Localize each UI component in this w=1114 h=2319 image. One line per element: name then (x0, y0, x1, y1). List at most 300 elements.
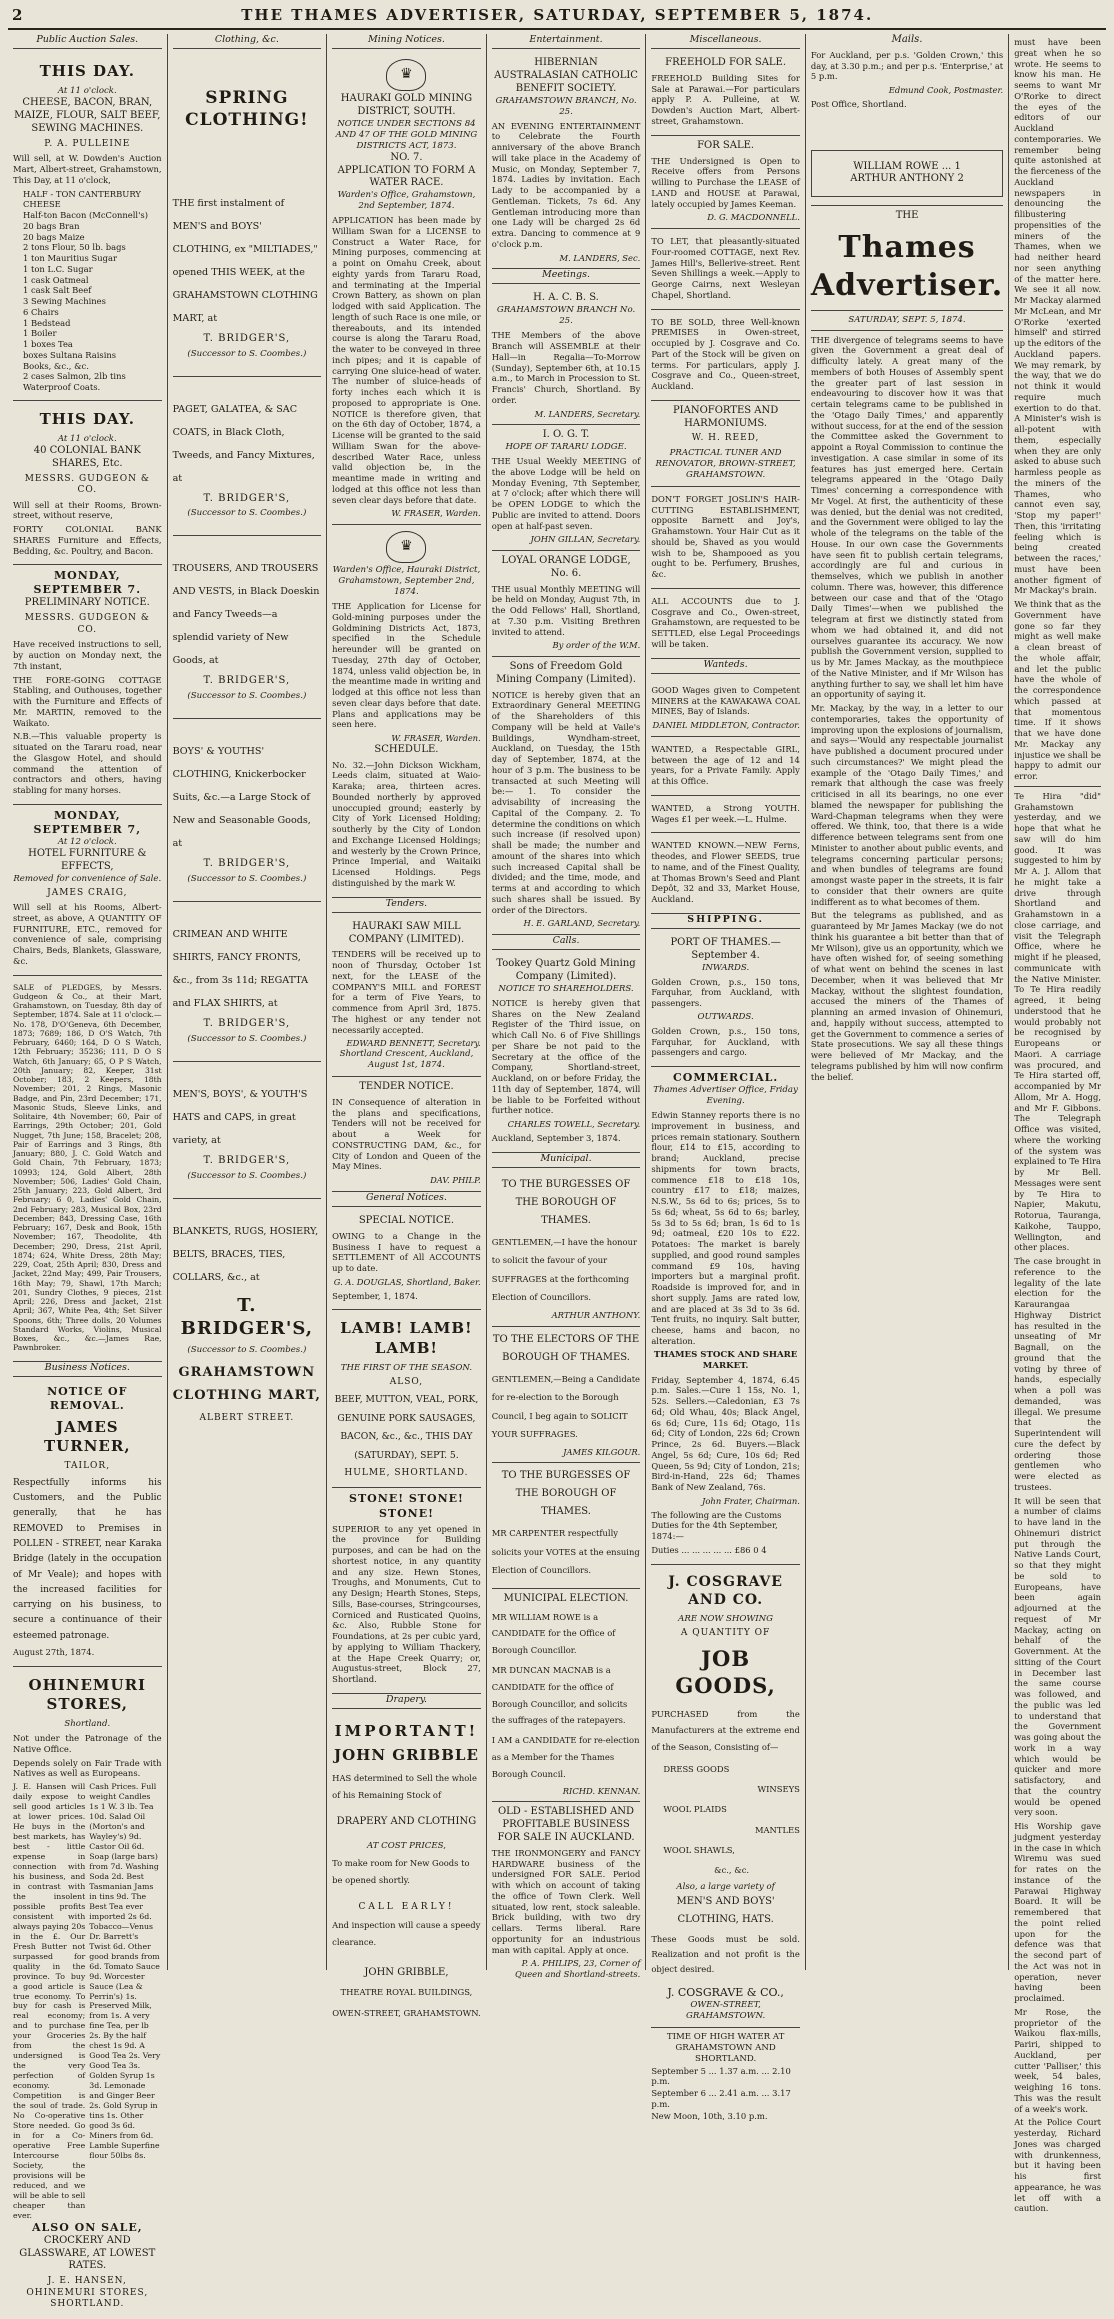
list-item: &c., &c. (714, 1864, 750, 1875)
commercial-news (651, 1067, 800, 1565)
ad-for-sale (651, 136, 800, 229)
ad-signature: W. FRASER, Warden. (391, 508, 481, 519)
ad-headline: H. A. C. B. S. (533, 292, 599, 304)
ad-hacbs (492, 288, 641, 425)
ad-headline: SPECIAL NOTICE. (358, 1215, 455, 1227)
ad-title: OHINEMURI STORES, (28, 1675, 147, 1713)
ad-signature: D. G. MACDONNELL. (707, 212, 800, 223)
news-paragraph: The case brought in reference to the legality of the late election for the Karaurangaa Highway District has resulted in the unseating of Mr Bagnall, on the ground that the voting by three of hands, especially when a poll was demanded, was illegal. We presume that the Superintendent will cure the defect by ordering those gentlemen who were elected as trustees. (1014, 1256, 1102, 1492)
ad-place: Auckland, September 3, 1874. (491, 1132, 621, 1143)
ad-saw-mill (332, 917, 481, 1077)
ad-to-let (651, 229, 800, 310)
ad-date: September, 1, 1874. (332, 1290, 418, 1301)
ad-signature: RICHD. KENNAN. (562, 1785, 641, 1796)
ad-text: MR WILLIAM ROWE is a CANDIDATE for the Office of Borough Councillor. (491, 1611, 616, 1656)
ad-title: MONDAY, SEPTEMBER 7. (33, 569, 142, 597)
shop-name: T. BRIDGER'S, (203, 675, 291, 687)
ad-subhead: Removed for convenience of Sale. (13, 873, 162, 884)
ad-accounts (651, 589, 800, 659)
ad-text: PAGET, GALATEA, & SAC COATS, in Black Cloth, Tweeds, and Fancy Mixtures, at (172, 403, 315, 484)
ad-title: SPRING CLOTHING! (185, 88, 309, 130)
ad-text: ALL ACCOUNTS due to J. Cosgrave and Co., Owen-street, Grahamstown, are requested to be SETTLED, else Legal Proceedings will be taken. (651, 595, 800, 649)
ad-miners-wanted (651, 678, 800, 737)
ad-title: LAMB! LAMB! LAMB! (340, 1319, 473, 1357)
ad-signature: EDWARD BENNETT, Secretary. (346, 1038, 481, 1049)
mails-signature: Edmund Cook, Postmaster. (888, 85, 1004, 96)
ad-lot: FORTY COLONIAL BANK SHARES Furniture and Effects, Bedding, &c. Poultry, and Bacon. (13, 524, 162, 556)
ad-headline: Tookey Quartz Gold Mining Company (Limited). (496, 958, 636, 983)
editorial-paragraph: But the telegrams as published, and as guaranteed by Mr James Mackay (we do not think his guarantee a bit better than that of Mr Wilson), give us an opportunity, which we have often wished for, of seeing something of what went on behind the scenes in last December, when it was believed that Mr Mackay, without the slightest foundation, accused the miners of the Thames of planning an armed invasion of Ohinemuri, and, happily without success, attempted to get the Government to commence a series of State prosecutions. We say all these things were believed of Mr Mackay, and the telegrams published by him will now confirm the belief. (810, 910, 1004, 1082)
list-item: HALF - TON CANTERBURY CHEESE (23, 188, 141, 210)
successor-note: (Successor to S. Coombes.) (187, 1034, 307, 1045)
list-item: boxes Sultana Raisins (23, 349, 117, 360)
successor-note: (Successor to S. Coombes.) (187, 508, 307, 519)
ad-text: Edwin Stanney reports there is no improvement in business, and prices remain stationary. Southern flour, £14 to £15, according to brand; Auckland, precise shipments for town bracts, commence £18 to £18 10s, country £17 to £18; maizes, N.S.W., 5s 6d to 6s; prices, 5s to 5s 6d; wheat, 5s 6d to 6s; barley, 5s 3d to 5s 6d; bran, 1s 6d to 1s 9d; oatmeal, £20 10s to £22. Potatoes: The market is barely supplied, and good round samples command £9 10s, having importers but a marginal profit. Roadside is improved for, and in short supply. Jams are rated low, and are placed at 3s 3d to 3s 6d. Tent fruits, no inquiry. Salt butter, cheese, hams and bacon, no alteration. (651, 1110, 800, 1346)
auctioneer-name: MESSRS. GUDGEON & CO. (24, 613, 150, 635)
ad-headline: PRELIMINARY NOTICE. (24, 597, 150, 609)
ad-signature: J. E. HANSEN, OHINEMURI STORES, SHORTLAND. (26, 2276, 149, 2310)
ad-text: GENTLEMEN,—I have the honour to solicit the favour of your SUFFRAGES at the forthcoming Election of Councillors. (491, 1236, 637, 1303)
mails-text: For Auckland, per p.s. 'Golden Crown,' this day, at 3.30 p.m.; and per p.s. 'Enterprise,' at 5 p.m. (810, 49, 1004, 82)
section-heading: Wanteds. (651, 659, 800, 674)
ad-also: ALSO, (389, 1376, 424, 1387)
ad-headline: HIBERNIAN AUSTRALASIAN CATHOLIC BENEFIT SOCIETY. (494, 57, 638, 94)
section-heading: Municipal. (492, 1153, 641, 1168)
ad-text: TENDERS will be received up to noon of Thursday, October 1st next, for the LEASE of the COMPANY'S MILL and FOREST for a term of Five Years, to commence from April 3rd, 1875. The highest or any tender not necessarily accepted. (332, 949, 481, 1035)
customs-duties: Duties ... ... ... ... ... £86 0 4 (651, 1544, 767, 1555)
ad-also: Also, a large variety of (676, 1882, 775, 1893)
news-paragraph: Te Hira "did" Grahamstown yesterday, and we hope that what he saw will do him good. It was suggested to him by Mr A. J. Allom that he might take a drive through Shortland and Grahamstown in a close carriage, and visit the Telegraph Office, where he might if he pleased, communicate with the Native Minister. To Te Hira readily agreed, it being understood that he would probably not be recognised by Europeans or Maori. A carriage was procured, and Te Hira started off, accompanied by Mr Allom, Mr A. Hogg, and Mr F. Gibbons. The Telegraph Office was visited, where the working of the system was explained to Te Hira by Mr Bell. Messages were sent by Te Hira to Napier, Makutu, Rotorua, Tauranga, Kaikohe, Tauppo, Wellington, and other places. (1014, 790, 1102, 1253)
list-item: 1 boxes Tea (23, 339, 73, 349)
paper-title: Thames Advertiser. (810, 229, 1004, 304)
outwards-label: OUTWARDS. (697, 1011, 754, 1022)
editorial-paragraph: THE divergence of telegrams seems to have given the Government a great deal of difficulty lately. A great many of the members of both Houses of Assembly spent the greater part of last session in endeavouring to discover how it was that certain telegrams came to be published in the 'Otago Daily Times,' and apparently without success, for at the end of the session the Committee asked the Government to appoint a Royal Commission to continue the investigation. A case similar in some of its features has just emerged here. Certain telegrams appeared in the 'Otago Daily Times' concerning a correspondence with Mr Vogel. At first, the authenticity of these was denied, but the denial was not credited, and the Government were obliged to lay the whole of the telegrams on the table of the House. In our own case the Governments have seen fit to publish certain telegrams, accordingly are ful and curious in themselves, which we publish in another column. There was, however, this difference between our case and that of the 'Otago Daily Times'—when we published the telegram at first we distinctly stated from whom we had obtained it, and did not ourselves guarantee its accuracy. We now publish the Government version, supplied to us by Mr. James Mackay, as the mouthpiece of the Native Minister, and if Mr Wilson has anything further to say, we shall let him have an opportunity of saying it. (810, 334, 1004, 700)
ad-text: Golden Crown, p.s., 150 tons, Farquhar, from Auckland, with passengers. (651, 976, 800, 1009)
ad-gold-license (332, 525, 481, 898)
schedule-heading: SCHEDULE. (374, 743, 439, 755)
ad-municipal-election (492, 1589, 641, 1803)
ad-anthony (492, 1172, 641, 1327)
list-item: 1 ton Mauritius Sugar (23, 253, 117, 263)
editorial-left (806, 34, 1009, 1970)
ad-ohinemuri-stores (13, 1667, 162, 2319)
ad-girl-wanted (651, 737, 800, 796)
shipping-news (651, 933, 800, 1067)
goods-list (651, 1759, 800, 1880)
auctioneer-name: MESSRS. GUDGEON & CO. (24, 473, 150, 496)
ad-lot: THE FORE-GOING COTTAGE Stabling, and Outhouses, together with the Furniture and Effects of Mr. MARTIN, removed to the Waikato. (13, 674, 162, 728)
auctioneer-name: JAMES CRAIG, (47, 887, 128, 898)
ad-headline: 40 COLONIAL BANK SHARES, Etc. (33, 444, 141, 469)
ad-text: Will sell at their Rooms, Brown-street, without reserve, (13, 499, 162, 521)
section-heading: Miscellaneous. (651, 34, 800, 49)
ad-text: THE first instalment of MEN'S and BOYS' CLOTHING, ex "MILTIADES," opened THIS WEEK, at the GRAHAMSTOWN CLOTHING MART, at (172, 197, 318, 324)
ad-stone (332, 1488, 481, 1693)
section-heading: Meetings. (492, 269, 641, 284)
mart-name: GRAHAMSTOWN CLOTHING MART, (172, 1364, 321, 1404)
masthead-title: THE THAMES ADVERTISER, SATURDAY, SEPTEMBER 5, 1874. (241, 6, 874, 24)
ad-time: At 11 o'clock. (57, 433, 117, 444)
ad-blankets (173, 1199, 322, 1424)
ad-tookey (492, 954, 641, 1152)
list-item: 2 tons Flour, 50 lb. bags (23, 242, 126, 253)
ad-signature: H. E. GARLAND, Secretary. (523, 918, 641, 929)
list-item: 1 cask Oatmeal (23, 274, 89, 285)
ad-address: OWEN-STREET, GRAHAMSTOWN. (685, 1999, 766, 2021)
ad-text: BLANKETS, RUGS, HOSIERY, BELTS, BRACES, TIES, COLLARS, &c., at (172, 1225, 319, 1283)
ad-text: FREEHOLD Building Sites for Sale at Parawai.—For particulars apply P. A. Pulleine, at W. Dowden's Auction Mart, Albert-street, Grahamstown. (651, 72, 800, 126)
ad-text: CRIMEAN AND WHITE SHIRTS, FANCY FRONTS, &c., from 3s 11d; REGATTA and FLAX SHIRTS, at (172, 929, 309, 1010)
ad-text: WANTED, a Respectable GIRL, between the age of 12 and 14 years, for a Private Family. Apply at this Office. (651, 743, 800, 787)
ad-bank-shares (13, 401, 162, 566)
column-mining (327, 34, 487, 2018)
ad-subhead: ARE NOW SHOWING (678, 1614, 774, 1625)
auction-item-list (13, 189, 162, 393)
ad-text: Have received instructions to sell, by auction on Monday next, the 7th instant, (13, 639, 162, 671)
ad-headline: FOR SALE. (697, 139, 755, 151)
ad-title: THIS DAY. (39, 409, 135, 428)
column-auctions (8, 34, 168, 2310)
list-item: 2 cases Salmon, 2lb tins (23, 371, 126, 382)
editorial-paragraph: Mr. Mackay, by the way, in a letter to our contemporaries, takes the opportunity of improving upon the explosions of journalism, and says—'Would any respectable journalist have published a document procured under such circumstances?' We might plead the example of the 'Otago Daily Times,' and remark that although the case was freely criticised in all its bearings, no one ever blamed the newspaper for publishing the Ward-Chapman telegrams when they were offered. We think, too, that there is a wide difference between telegrams sent from one Minister to another about public events, and telegrams concerning particular persons; and when bundles of telegrams are found amongst waste paper in the streets, it is fair to consider that their owners are quite indifferent as to what becomes of them. (810, 703, 1004, 907)
ad-headline: TENDER NOTICE. (359, 1081, 454, 1093)
ad-coats (173, 377, 322, 537)
ad-text: BEEF, MUTTON, VEAL, PORK, GENUINE PORK SAUSAGES, BACON, &c., &c., THIS DAY (SATURDAY), SEPT. 5. (334, 1394, 479, 1461)
royal-arms-icon: ♛ (386, 59, 426, 91)
page-number: 2 (12, 6, 23, 24)
list-item: Waterproof Coats. (23, 382, 101, 392)
ad-text: APPLICATION has been made by William Swan for a LICENSE to Construct a Water Race, for Mining purposes, commencing at a point on Omahu Creek, about eighty yards from Tararu Road, and terminating at the Imperial Crown Battery, as shown on plan lodged with said Application. The length of such Race is one mile, or thereabouts, and its intended course is along the Tararu Road, the water to be conveyed in three inch pipes; and it is capable of carrying One sluice-head of water. The number of sluice-heads of forty inches each which it is proposed to appropriate is One. NOTICE is therefore given, that on the 6th day of October, 1874, a License will be granted to the said William Swan for the above-described Water Race, unless valid objection be, in the meantime made in writing and lodged at this office not less than seven clear days before that date. (332, 215, 481, 505)
ad-text: AN EVENING ENTERTAINMENT to Celebrate the Fourth anniversary of the above Branch will take place in the Academy of Music, on Monday, September 7, 1874. Ladies by invitation. Each Lady to be accompanied by a Gentleman. Tickets, 7s 6d. Any Gentleman introducing more than one Lady will be charged 2s 6d extra. Dancing to commence at 9 o'clock p.m. (491, 120, 641, 249)
ad-headline: Sons of Freedom Gold Mining Company (Limited). (496, 661, 636, 685)
ad-text: Golden Crown, p.s., 150 tons, Farquhar, for Auckland, with passengers and cargo. (651, 1025, 800, 1058)
ad-text: Not under the Patronage of the Native Office. (13, 1733, 162, 1754)
candidate-line: WILLIAM ROWE ... 1 (853, 160, 961, 172)
ad-subhead: GRAHAMSTOWN BRANCH, No. 25. (495, 95, 637, 117)
ad-boys-clothing (173, 719, 322, 902)
list-item: 20 bags Bran (23, 220, 80, 231)
ad-place: Warden's Office, Hauraki District, Grahamstown, September 2nd, 1874. (332, 565, 481, 598)
ad-seeds (651, 833, 800, 914)
ad-text: To make room for New Goods to be opened shortly. (332, 1857, 470, 1885)
ad-subhead: PRACTICAL TUNER AND RENOVATOR, BROWN-STREET, GRAHAMSTOWN. (655, 447, 796, 480)
list-item: 1 ton L.C. Sugar (23, 263, 93, 274)
ad-title: STONE! STONE! STONE! (349, 1492, 464, 1520)
section-heading: Tenders. (332, 898, 481, 913)
list-item: DRESS GOODS (663, 1764, 730, 1775)
news-paragraph: At the Police Court yesterday, Richard Jones was charged with drunkenness, but it having been his first appearance, he was let off with a caution. (1014, 2117, 1102, 2214)
ad-text: BOYS' & YOUTHS' CLOTHING, Knickerbocker Suits, &c.—a Large Stock of New and Seasonable Goods, at (172, 746, 311, 850)
ad-kilgour (492, 1327, 641, 1464)
ad-subhead: GRAHAMSTOWN BRANCH No. 25. (496, 305, 636, 327)
ad-spring-clothing (173, 53, 322, 376)
paper-date: SATURDAY, SEPT. 5, 1874. (848, 314, 966, 325)
ad-title: THIS DAY. (39, 62, 135, 81)
ad-headline: FREEHOLD FOR SALE. (665, 57, 787, 69)
ad-headline: MUNICIPAL ELECTION. (503, 1592, 629, 1604)
ad-signature: M. LANDERS, Secretary. (534, 408, 641, 419)
mails-heading: Mails. (891, 34, 923, 45)
section-heading: Calls. (492, 935, 641, 950)
list-item: 1 Bedstead (23, 317, 71, 328)
ad-iogt (492, 425, 641, 551)
ad-text: NOTICE is hereby given that an Extraordinary General MEETING of the Shareholders of this Company will be held at Vaile's Buildings, Wyndham-street, Auckland, on Tuesday, the 15th day of September, 1874, at the hour of 3 p.m. The business to be transacted at such Meeting will be:— 1. To consider the advisability of increasing the Capital of the Company. 2. To determine the conditions on which such increase (if resolved upon) shall be made; the number and amount of the shares into which such increased Capital shall be divided; and the time, mode, and terms at and according to which such shares shall be issued. By order of the Directors. (491, 689, 641, 915)
ad-time: At 11 o'clock. (57, 86, 117, 97)
ad-subhead: HOPE OF TARARU LODGE. (505, 442, 627, 453)
ad-pledges (13, 976, 162, 1362)
section-heading: General Notices. (332, 1192, 481, 1207)
schedule-text: No. 32.—John Dickson Wickham, Leeds claim, situated at Waio-Karaka; area, thirteen acres. Bounded northerly by approved unoccupied ground; easterly by City of York Licensed Holding; southerly by the City of London and Exchange Licensed Holdings; and westerly by the Crown Prince, Prince Imperial, and Waitaiki Licensed Holdings. Pegs distinguished by the mark W. (332, 759, 481, 888)
ad-place: Shortland Crescent, Auckland, August 1st, 1874. (339, 1049, 474, 1071)
ad-text: The following are the Customs Duties for the 4th September, 1874:— (651, 1509, 782, 1542)
ad-signature: JOHN GRIBBLE, (364, 1966, 449, 1978)
ad-headline: TO THE BURGESSES OF THE BOROUGH OF THAMES. (501, 1178, 631, 1226)
column-clothing (168, 34, 328, 1970)
ad-title: JOB GOODS, (675, 1645, 776, 1698)
ad-title: APPLICATION TO FORM A WATER RACE. (337, 164, 476, 189)
list-item: 3 Sewing Machines (23, 296, 106, 306)
ad-signature: P. A. PHILIPS, 23, Corner of Queen and Shortland-streets. (514, 1958, 641, 1980)
ad-subhead: NOTICE UNDER SECTIONS 84 AND 47 OF THE GOLD MINING DISTRICTS ACT, 1873. (335, 118, 478, 151)
column-editorial (806, 34, 1106, 2214)
section-heading: Entertainment. (492, 34, 641, 49)
list-item: WINSEYS (757, 1784, 800, 1795)
ad-signature: JAMES KILGOUR. (563, 1446, 641, 1457)
ad-headline: HAURAKI SAW MILL COMPANY (LIMITED). (348, 920, 465, 945)
successor-note: (Successor to S. Coombes.) (187, 348, 307, 359)
ad-joslin (651, 487, 800, 589)
ad-text: OWING to a Change in the Business I have to request a SETTLEMENT of All ACCOUNTS up to date. (332, 1230, 481, 1274)
list-item: 1 cask Salt Beef (23, 285, 92, 296)
list-item: Books, &c., &c. (23, 360, 89, 371)
news-paragraph: His Worship gave judgment yesterday in the case in which Wiremu was sued for rates on the instance of the Parawai Highway Board. It will be remembered that the point relied upon for the defence was that the second part of the Act was not in operation, never having been proclaimed. (1014, 1821, 1102, 2003)
tide-row: September 6 ... 2.41 a.m. ... 3.17 p.m. (651, 2088, 791, 2109)
ad-note: N.B.—This valuable property is situated on the Tararu road, near the Glasgow Hotel, and should command the attention of contractors and others, having stabling for many horses. (13, 731, 162, 796)
ad-headline: CHEESE, BACON, BRAN, MAIZE, FLOUR, SALT BEEF, SEWING MACHINES. (14, 97, 161, 134)
ad-clothing: MEN'S AND BOYS' CLOTHING, HATS. (676, 1896, 775, 1926)
ad-text: Will sell, at W. Dowden's Auction Mart, Albert-street, Grahamstown, This Day, at 11 o'clock, (13, 153, 162, 185)
mart-street: ALBERT STREET. (199, 1412, 295, 1423)
section-heading: Clothing, &c. (173, 34, 322, 49)
editorial-right (1009, 34, 1106, 2214)
ad-trade: TAILOR, (64, 1461, 111, 1472)
tide-row: September 5 ... 1.37 a.m. ... 2.10 p.m. (651, 2065, 791, 2087)
ad-ironmongery (492, 1802, 641, 1984)
ad-text: NOTICE is hereby given that Shares on the New Zealand Register of the Third issue, on which Call No. 6 of Five Shillings per Share be not paid to the Secretary at the office of the Company, Shortland-street, Auckland, on or before Friday, the 11th day of September, 1874, will be liable to be Forfeited without further notice. (491, 997, 641, 1116)
ad-to-be-sold (651, 310, 800, 401)
column-miscellaneous (646, 34, 806, 2121)
moon-phase: New Moon, 10th, 3.10 p.m. (651, 2110, 768, 2121)
ad-name: W. H. REED, (691, 433, 760, 444)
ad-headline: PIANOFORTES AND HARMONIUMS. (672, 404, 779, 429)
ad-subhead: Thames Advertiser Office, Friday Evening. (653, 1085, 798, 1107)
ad-text: MR CARPENTER respectfully solicits your VOTES at the ensuing Election of Councillors. (491, 1528, 640, 1576)
ad-freehold (651, 53, 800, 136)
election-result-box (811, 150, 1003, 198)
ad-text: And inspection will cause a speedy clearance. (332, 1919, 481, 1947)
list-item: 20 bags Maize (23, 231, 85, 242)
ad-hibernian (492, 53, 641, 269)
ad-text: TROUSERS, AND TROUSERS AND VESTS, in Black Doeskin and Fancy Tweeds—a splendid variety of New Goods, at (172, 563, 320, 667)
ad-text: MR DUNCAN MACNAB is a CANDIDATE for the office of Borough Councillor, and solicits the suffrages of the ratepayers. (491, 1664, 628, 1726)
ad-headline: J. COSGRAVE AND CO. (668, 1573, 783, 1608)
ad-headline: TO THE BURGESSES OF THE BOROUGH OF THAMES. (501, 1470, 631, 1518)
ad-subhead: THE FIRST OF THE SEASON. (340, 1362, 473, 1373)
auctioneer-name: P. A. PULLEINE (44, 138, 131, 149)
store-two-columns (13, 1782, 162, 2221)
ad-cheese-auction (13, 53, 162, 401)
ad-text: I AM a CANDIDATE for re-election as a Member for the Thames Borough Council. (491, 1735, 640, 1779)
ad-headline: TO THE ELECTORS OF THE BOROUGH OF THAMES. (492, 1333, 640, 1363)
ad-signature: HULME, SHORTLAND. (344, 1467, 469, 1478)
ad-headline: THAMES STOCK AND SHARE MARKET. (653, 1349, 798, 1371)
ad-youth-wanted (651, 796, 800, 834)
ad-signature: W. FRASER, Warden. (391, 733, 481, 744)
list-item: WOOL SHAWLS, (663, 1844, 735, 1855)
ad-text: TO LET, that pleasantly-situated Four-roomed COTTAGE, next Rev. James Hill's, Bellerive-street. Rent Seven Shillings a week.—Apply to George Cairns, next Wesleyan Chapel, Shortland. (651, 236, 800, 300)
list-item: 1 Boiler (23, 328, 57, 339)
ad-name: JOHN GRIBBLE (333, 1746, 479, 1765)
ad-signature: DANIEL MIDDLETON, Contractor. (652, 720, 800, 731)
list-item: 6 Chairs (23, 306, 59, 317)
ad-footer: ALSO ON SALE, (32, 2220, 143, 2234)
successor-note: (Successor to S. Coombes.) (187, 1344, 307, 1355)
ad-text: SALE of PLEDGES, by Messrs. Gudgeon & Co., at their Mart, Grahamstown, on Tuesday, 8th day of September, 1874. Sale at 11 o'clock.—No. 178, D'O'Geneva, 6th December, 1873; 7689; 186, D O'S Watch, 7th February, 6460; 164, D O S Watch, 12th February; 35236; 111, D O S Watch, 6th January; 65, O P S Watch, 20th January; 82, Keeper, 31st October; 183, 2 Keepers, 18th November; 201, 2 Rings, Masonic Badge, and Pin, 23rd December; 171, Masonic Studs, Sleeve Links, and Solitaire, 4th November; 60, Pair of Earrings, 29th October; 201, Gold Nugget, 7th June; 158, Bracelet; 208, Pair of Earrings and 3 Rings, 8th January; 880, J. C. Gold Watch and Gold Chain, 7th February, 1873; 10993; 124, Gold Albert, 28th November; 506, Ladies' Gold Chain, 25th January; 223, Gold Albert, 3rd February; 6 0, Ladies' Gold Chain, 2nd February; 283, Musical Box, 23rd December; 843, Dressing Case, 16th February; 167, Desk and Book, 15th November; 167, Theodolite, 4th December; 290, Dress, 21st April, 1874; 624, White Dress, 28th May; 229, Coat, 25th April; 830, Dress and Jacket, 22nd May; 499, Pair Trousers, 16th May; 79, Shawl, 17th March; 201, Sundry Clothes, 9 pieces, 21st April; 226, Dress and Jacket, 21st April; 367, White Pea, 4th; Set Silver Spoons, 6th; Three dolls, 20 Volumes Standard Works, Violins, Musical Boxes, &c., &c.—James Rae, Pawnbroker. (13, 982, 162, 1353)
ad-price: AT COST PRICES, (366, 1840, 446, 1851)
masthead (8, 6, 1106, 30)
ad-special-notice (332, 1211, 481, 1310)
ad-hotel-furniture (13, 805, 162, 976)
ad-headline: PORT OF THAMES.—September 4. (670, 936, 781, 961)
shop-name: T. BRIDGER'S, (203, 1155, 291, 1167)
successor-note: (Successor to S. Coombes.) (187, 1170, 307, 1181)
tide-heading: TIME OF HIGH WATER AT GRAHAMSTOWN AND SHORTLAND. (666, 2031, 785, 2064)
ad-lamb (332, 1310, 481, 1488)
ad-headline: OLD - ESTABLISHED AND PROFITABLE BUSINESS FOR SALE IN AUCKLAND. (497, 1806, 635, 1843)
shop-name: T. BRIDGER'S, (180, 1294, 314, 1339)
shop-name: T. BRIDGER'S, (203, 492, 291, 504)
ad-headline: I. O. G. T. (542, 429, 590, 441)
ad-place: Warden's Office, Grahamstown, 2nd September, 1874. (337, 190, 476, 212)
ad-signature: M. LANDERS, Sec. (559, 252, 641, 263)
ad-text: DON'T FORGET JOSLIN'S HAIR-CUTTING ESTABLISHMENT, opposite Barnett and Joy's, Grahamstown. Your Hair Cut as it should be, Shaved as you would wish to be, Shampooed as you ought to be. Perfumery, Brushes, &c. (651, 493, 800, 580)
ad-headline: LOYAL ORANGE LODGE, No. 6. (501, 555, 631, 579)
ad-pianofortes (651, 401, 800, 487)
ad-signature: By order of the W.M. (552, 640, 641, 651)
ad-text: IN Consequence of alteration in the plans and specifications, Tenders will not be received for about a Week for CONSTRUCTING DAM, &c., for City of London and Queen of the May Mines. (332, 1096, 481, 1172)
ad-headline: HOTEL FURNITURE & EFFECTS, (28, 847, 147, 872)
list-item: Half-ton Bacon (McConnell's) (23, 210, 148, 220)
ad-orange-lodge (492, 551, 641, 657)
section-heading: Business Notices. (13, 1362, 162, 1377)
ad-carpenter (492, 1463, 641, 1588)
store-text: J. E. Hansen will daily expose to sell good articles at lower prices. He buys in the best markets, has best - little expense in connection with his business, and in contrast with the insolent possible profits consistent with always paying 20s in the £. Our Fresh Butter not surpassed for quality in the province. To buy a good article is true economy. To buy for cash is real economy; and to purchase your Groceries from the undersigned is the very perfection of economy. Competition is the soul of trade. No Co-operative Store needed. Go in for a Co-operative Free Intercourse Society, the provisions will be reduced, and we will be able to sell cheaper than ever. (13, 1782, 86, 2220)
ad-title: NOTICE OF REMOVAL. (47, 1384, 128, 1412)
ad-footer: CROCKERY AND GLASSWARE, AT LOWEST RATES. (19, 2234, 156, 2272)
shop-name: T. BRIDGER'S, (203, 332, 291, 344)
ad-note: These Goods must be sold. Realization and not profit is the object desired. (651, 1934, 800, 1975)
ad-text: GENTLEMEN,—Being a Candidate for re-election to the Borough Council, I beg again to SOLICIT YOUR SUFFRAGES. (491, 1373, 641, 1440)
successor-note: (Successor to S. Coombes.) (187, 691, 307, 702)
ad-headline: COMMERCIAL. (672, 1071, 779, 1085)
ad-text: TO BE SOLD, three Well-known PREMISES in Owen-street, occupied by J. Cosgrave and Co. Part of the Stock will be given on terms. For particulars, apply J. Cosgrave and Co., Queen-street, Auckland. (651, 316, 800, 391)
ad-text: THE usual Monthly MEETING will be held on Monday, August 7th, in the Odd Fellows' Hall, Shortland, at 7.30 p.m. Visiting Brethren invited to attend. (491, 583, 641, 637)
ad-address: THEATRE ROYAL BUILDINGS, OWEN-STREET, GRAHAMSTOWN. (332, 1987, 481, 2018)
successor-note: (Successor to S. Coombes.) (187, 874, 307, 885)
ad-text: WANTED KNOWN.—NEW Ferns, theodes, and Flower SEEDS, true to name, and of the Finest Quality, at Thomas Brown's Seed and Plant Depôt, 32 and 33, Market House, Auckland. (651, 840, 800, 905)
ad-removal (13, 1381, 162, 1667)
ad-date: August 27th, 1874. (13, 1647, 95, 1658)
ad-text: GOOD Wages given to Competent MINERS at the KAWAKAWA COAL MINES, Bay of Islands. (651, 684, 800, 717)
ad-number: NO. 7. (390, 151, 423, 163)
section-heading: Drapery. (332, 1694, 481, 1709)
news-paragraph: Mr Rose, the proprietor of the Waikou flax-mills, Pariri, shipped to Auckland, per cutter 'Palliser,' this week, 54 bales, weighing 16 tons. This was the result of a week's work. (1014, 2006, 1102, 2114)
ad-cottage (13, 565, 162, 804)
ad-cosgrave (651, 1565, 800, 2028)
ad-text: WANTED, a Strong YOUTH. Wages £1 per week.—L. Hulme. (651, 802, 800, 824)
editorial-paragraph: We think that as the Government have gone so far they might as well make a clean breast of the whole affair, and let the public have the whole of the correspondence which passed at that momentous time. If it shows that we have done Mr. Mackay any injustice we shall be happy to admit our error. (1014, 599, 1102, 781)
news-paragraph: It will be seen that a number of claims to have land in the Ohinemuri district put through the Native Lands Court, so that they might be sold to Europeans, have been again adjourned at the request of Mr Mackay, acting on behalf of the Government. At the sitting of the Court in December last the same course was followed, and the public was led to understand that the Government was going about the work in a way which would be quicker and more satisfactory, and that the country would be opened very soon. (1014, 1495, 1102, 1818)
candidate-line: ARTHUR ANTHONY 2 (850, 173, 964, 185)
list-item: MANTLES (754, 1824, 800, 1835)
mails-place: Post Office, Shortland. (810, 98, 907, 109)
ad-tender-notice (332, 1077, 481, 1192)
ad-title: IMPORTANT! (334, 1722, 479, 1741)
ad-stock: DRAPERY AND CLOTHING (336, 1816, 477, 1828)
ad-hats (173, 1062, 322, 1199)
ad-signature: John Frater, Chairman. (702, 1495, 800, 1506)
shop-name: T. BRIDGER'S, (203, 1018, 291, 1030)
ad-text: HAS determined to Sell the whole of his Remaining Stock of (332, 1773, 477, 1801)
ad-signature: ARTHUR ANTHONY. (551, 1309, 641, 1320)
ad-text: Will sell at his Rooms, Albert-street, as above, A QUANTITY OF FURNITURE, ETC., removed for convenience of sale, comprising Chairs, Beds, Blankets, Glassware, &c. (13, 902, 162, 966)
section-heading: Public Auction Sales. (13, 34, 162, 49)
ad-text: THE Usual Weekly MEETING of the above Lodge will be held on Monday Evening, 7th September, at 7 o'clock; after which there will be OPEN LODGE to which the Public are invited to attend. Doors open at half-past seven. (491, 456, 641, 531)
ad-text: Respectfully informs his Customers, and the Public generally, that he has REMOVED to Premises in POLLEN - STREET, near Karaka Bridge (lately in the occupation of Mr Veale); and hopes with the increased facilities for carrying on his business, to secure a continuance of their esteemed patronage. (13, 1477, 162, 1641)
ad-signature: J. COSGRAVE & CO., (667, 1985, 784, 1999)
ad-text: MEN'S, BOYS', & YOUTH'S HATS and CAPS, in great variety, at (172, 1089, 308, 1147)
ad-signature: CHARLES TOWELL, Secretary. (507, 1119, 641, 1130)
ad-name: JAMES TURNER, (44, 1417, 131, 1456)
ad-text: Depends solely on Fair Trade with Natives as well as Europeans. (13, 1757, 162, 1779)
ad-call: CALL EARLY! (358, 1902, 455, 1913)
ad-text: THE IRONMONGERY and FANCY HARDWARE business of the undersigned FOR SALE. Period with which on account of taking the office of Town Clerk. Well situated, low rent, stock saleable. Brick building, with two dry cellars. Terms liberal. Rare opportunity for an industrious man with capital. Apply at once. (491, 1847, 641, 1955)
ad-text: THE Application for License for Gold-mining purposes under the Goldmining Districts Act, 1873, specified in the Schedule hereunder will be granted on Tuesday, 27th day of October, 1874, unless valid objection be, in the meantime made in writing and lodged at this office not less than seven clear days before that date. Plans and applications may be seen here. (332, 601, 481, 730)
editorial-paragraph: must have been great when he so wrote. He seems to know his man. He seems to want Mr O'Rorke to direct the eyes of the editors of our Auckland contemporaries. We remember being quite astonished at the fierceness of the Auckland newspapers in denouncing the filibustering propensities of the miners of the Thames, when we had neither heard nor seen anything of the matter here. We see it all now. Mr Mackay alarmed Mr McLean, and Mr O'Rorke 'exerted himself' and stirred up the editors of the Auckland papers. We may remark, by the way, that we do not think it would require much exertion to do that. A Minister's wish is all-potent with them, especially when they are only asked to abuse such harmless people as the miners of the Thames, who cannot even say, 'Stop my paper!' Then, this 'irritating feeling which is being created between the races,' must have been another figment of Mr Mackay's brain. (1014, 37, 1102, 596)
list-item: WOOL PLAIDS (663, 1804, 727, 1815)
section-heading: SHIPPING. (651, 914, 800, 929)
paper-the: THE (895, 210, 919, 222)
ad-text: SUPERIOR to any yet opened in the province for Building purposes, and can be had on the shortest notice, in any quantity and any size. Hewn Stones, Troughs, and Monuments, Cut to any Design; Hearth Stones, Steps, Sills, Base-courses, Stringcourses, Corniced and Rusticated Quoins, &c. Also, Rubble Stone for Foundations, at 2s per cubic yard, by applying to William Thackery, at the Hape Creek Quarry; or, Augustus-street, Block 27, Shortland. (332, 1523, 481, 1685)
ad-time: At 12 o'clock. (57, 836, 117, 847)
ad-text: PURCHASED from the Manufacturers at the extreme end of the Season, Consisting of— (651, 1708, 800, 1753)
ad-place: Shortland. (64, 1719, 111, 1730)
ad-title: MONDAY, SEPTEMBER 7, (33, 808, 142, 836)
inwards-label: INWARDS. (702, 962, 750, 973)
ad-subhead: NOTICE TO SHAREHOLDERS. (498, 983, 634, 994)
ad-text: THE Members of the above Branch will ASSEMBLE at their Hall—in Regalia—To-Morrow (Sunday), September 6th, at 10.15 a.m., to March in Procession to St. Francis' Church, Shortland. By order. (491, 330, 641, 405)
ad-trousers (173, 536, 322, 719)
tide-table (651, 2028, 800, 2128)
ad-gribble (332, 1713, 481, 2031)
ad-headline: HAURAKI GOLD MINING DISTRICT, SOUTH. (340, 93, 473, 117)
ad-signature: DAV. PHILP. (430, 1175, 481, 1186)
ad-water-race (332, 53, 481, 525)
ad-text: THE Undersigned is Open to Receive offers from Persons willing to Purchase the LEASE of LAND and HOUSE at Parawai, lately occupied by James Keeman. (651, 155, 800, 209)
ad-signature: G. A. DOUGLAS, Shortland, Baker. (333, 1276, 481, 1287)
ad-text: Friday, September 4, 1874, 6.45 p.m. Sales.—Cure 1 15s, No. 1, 52s. Sellers.—Caledonian, £3 7s 6d; Old Whau, 40s; Black Angel, 6s 6d; Cure, 11s 6d; Otago, 11s 6d; City of London, 22s 6d; Crown Prince, 2s 6d. Buyers.—Black Angel, 5s 6d; Cure, 10s 6d; Red Queen, 5s 9d; City of London, 21s; Bird-in-Hand, 22s 6d; Thames Bank of New Zealand, 76s. (651, 1374, 800, 1493)
royal-arms-icon: ♛ (386, 531, 426, 563)
